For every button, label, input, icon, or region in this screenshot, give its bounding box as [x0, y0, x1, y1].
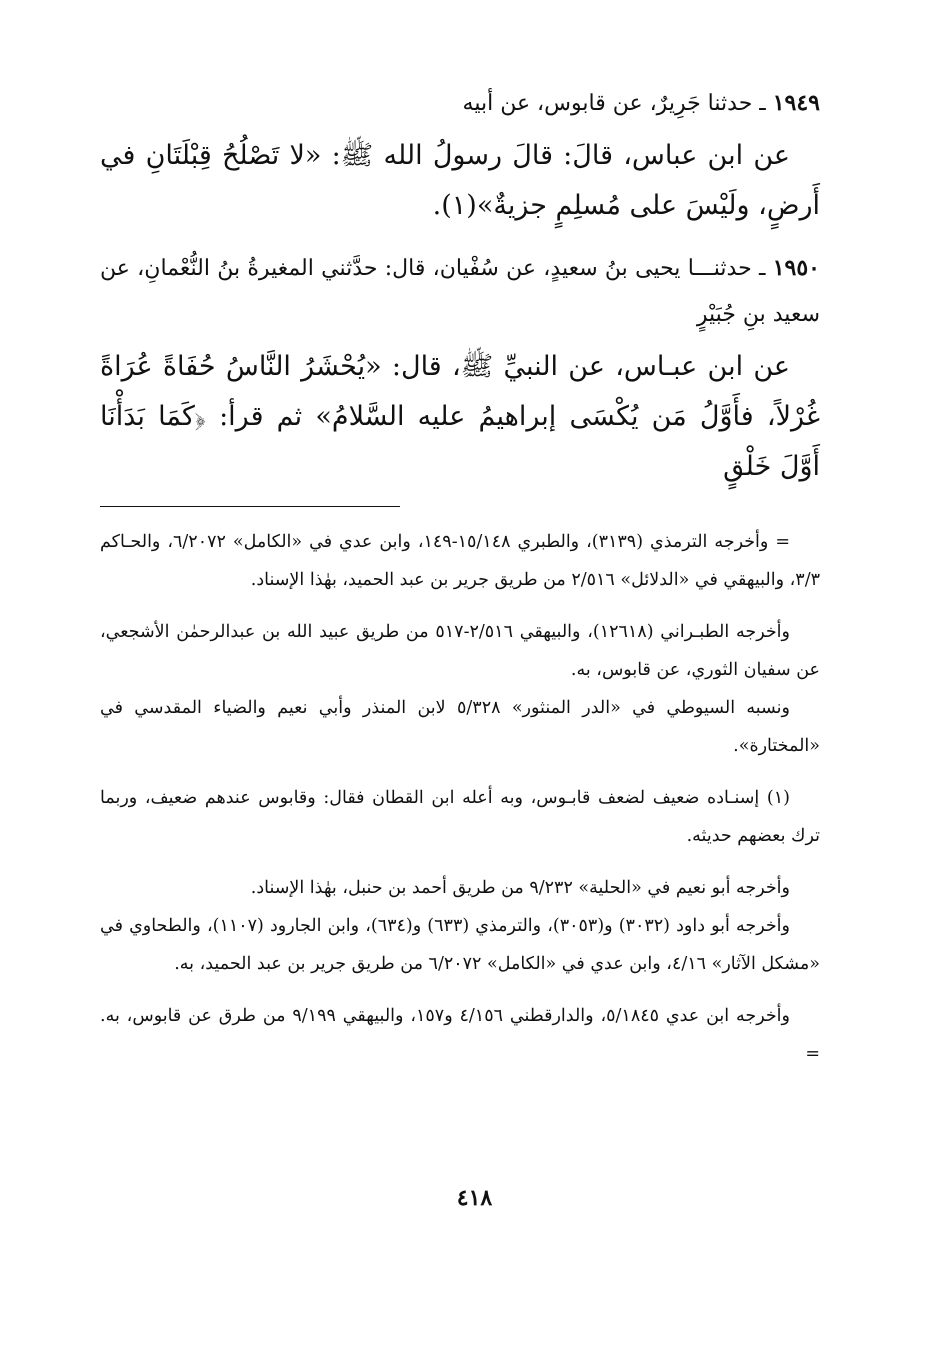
footnote-paragraph: ونسبه السيوطي في «الدر المنثور» ٥/٣٢٨ لابن المنذر وأبي نعيم والضياء المقدسي في «المختارة». [100, 698, 820, 756]
hadith-1949-number: ١٩٤٩ [772, 90, 820, 116]
footnote-ibn-adi-takhrij [100, 997, 820, 1073]
hadith-1950-number: ١٩٥٠ [772, 255, 820, 281]
footnote-paragraph: وأخرجه ابن عدي ٥/١٨٤٥، والدارقطني ٤/١٥٦ و١٥٧، والبيهقي ٩/١٩٩ من طرق عن قابوس، به. = [100, 1006, 820, 1064]
hadith-1949-isnad-text: ـ حدثنا جَرِيرٌ، عن قابوس، عن أبيه [462, 91, 766, 116]
hadith-1950-matn: عن ابن عبـاس، عن النبيِّ ﷺ، قال: «يُحْشَرُ النَّاسُ حُفَاةً عُرَاةً غُرْلاً، فأَوَّلُ مَن يُكْسَى إبراهيمُ عليه السَّلامُ» ثم قرأ: ﴿كَمَا بَدَأْنَا أَوَّلَ خَلْقٍ [100, 351, 820, 482]
page-number: ٤١٨ [456, 1185, 493, 1211]
page-body [100, 80, 820, 1087]
footnote-paragraph: وأخرجه أبو داود (٣٠٣٢) و(٣٠٥٣)، والترمذي (٦٣٣) و(٦٣٤)، وابن الجارود (١١٠٧)، والطحاوي في «مشكل الآثار» ٤/١٦، وابن عدي في «الكامل» ٦/٢٠٧٢ من طريق جرير بن عبد الحميد، به. [100, 916, 820, 974]
footnote-continued-takhrij [100, 523, 820, 599]
footnote-hilya-takhrij [100, 869, 820, 983]
hadith-1949-isnad [100, 80, 820, 127]
hadith-1950-isnad-text: ـ حدثنـــا يحيى بنُ سعيدٍ، عن سُفْيان، قال: حدَّثني المغيرةُ بنُ النُّعْمانِ، عن سعيد بنِ جُبَيْرٍ [100, 256, 820, 327]
footnote-paragraph: وأخرجه أبو نعيم في «الحلية» ٩/٢٣٢ من طريق أحمد بن حنبل، بهٰذا الإسناد. [250, 878, 790, 898]
hadith-1949-matn: عن ابن عباس، قالَ: قالَ رسولُ الله ﷺ: «لا تَصْلُحُ قِبْلَتَانِ في أَرضٍ، ولَيْسَ على مُسلِمٍ جزيةٌ»(١). [100, 140, 820, 221]
hadith-1950-isnad [100, 245, 820, 338]
footnote-1 [100, 779, 820, 855]
footnote-paragraph: = وأخرجه الترمذي (٣١٣٩)، والطبري ١٥/١٤٨-١٤٩، وابن عدي في «الكامل» ٦/٢٠٧٢، والحـاكم ٣/٣، والبيهقي في «الدلائل» ٢/٥١٦ من طريق جرير بن عبد الحميد، بهٰذا الإسناد. [100, 532, 820, 590]
footnote-paragraph: وأخرجه الطبـراني (١٢٦١٨)، والبيهقي ٢/٥١٦-٥١٧ من طريق عبيد الله بن عبدالرحمٰن الأشجعي، عن سفيان الثوري، عن قابوس، به. [100, 622, 820, 680]
footnote-divider [100, 506, 400, 507]
footnote-tabarani-takhrij [100, 613, 820, 765]
footnote-paragraph: (١) إسنـاده ضعيف لضعف قابـوس، وبه أعله ابن القطان فقال: وقابوس عندهم ضعيف، وربما ترك بعضهم حديثه. [100, 788, 820, 846]
